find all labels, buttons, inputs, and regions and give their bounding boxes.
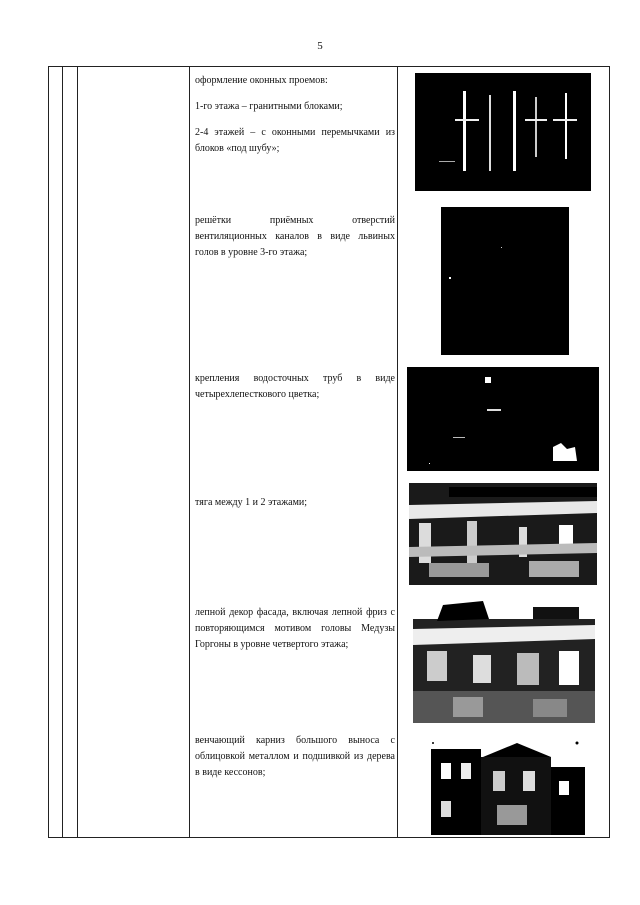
description-paragraph: крепления водосточных труб в виде четырехлепесткового цветка; (195, 373, 395, 400)
page-number: 5 (317, 40, 323, 52)
table-row-text (195, 605, 395, 663)
description-paragraph: лепной декор фасада, включая лепной фриз с повторяющимся мотивом головы Медузы Горгоны в уровне четвертого этажа; (195, 607, 395, 650)
facade-photo-drainpipe-brackets (407, 367, 599, 471)
monument-table (48, 66, 610, 838)
facade-photo-medusa-frieze (413, 599, 595, 723)
description-paragraph: венчающий карниз большого выноса с облицовкой металлом и подшивкой из дерева в виде кессонов; (195, 735, 395, 778)
description-paragraph: 2-4 этажей – с оконными перемычками из блоков «под шубу»; (195, 127, 395, 154)
description-paragraph: решётки приёмных отверстий вентиляционных каналов в виде львиных голов в уровне 3-го этажа; (195, 215, 395, 258)
table-row-text (195, 213, 395, 271)
facade-photo-crowning-cornice (427, 737, 587, 835)
column-divider (397, 67, 398, 837)
column-divider (189, 67, 190, 837)
facade-photo-windows (415, 73, 591, 191)
table-row-text (195, 73, 395, 167)
table-row-text (195, 371, 395, 413)
description-paragraph: оформление оконных проемов: (195, 75, 328, 86)
description-paragraph: 1-го этажа – гранитными блоками; (195, 101, 343, 112)
facade-photo-vent-grilles (441, 207, 569, 355)
table-row-text (195, 733, 395, 791)
facade-photo-belt-course (409, 483, 597, 585)
column-divider (62, 67, 63, 837)
description-paragraph: тяга между 1 и 2 этажами; (195, 497, 308, 508)
column-divider (77, 67, 78, 837)
table-row-text (195, 495, 395, 521)
